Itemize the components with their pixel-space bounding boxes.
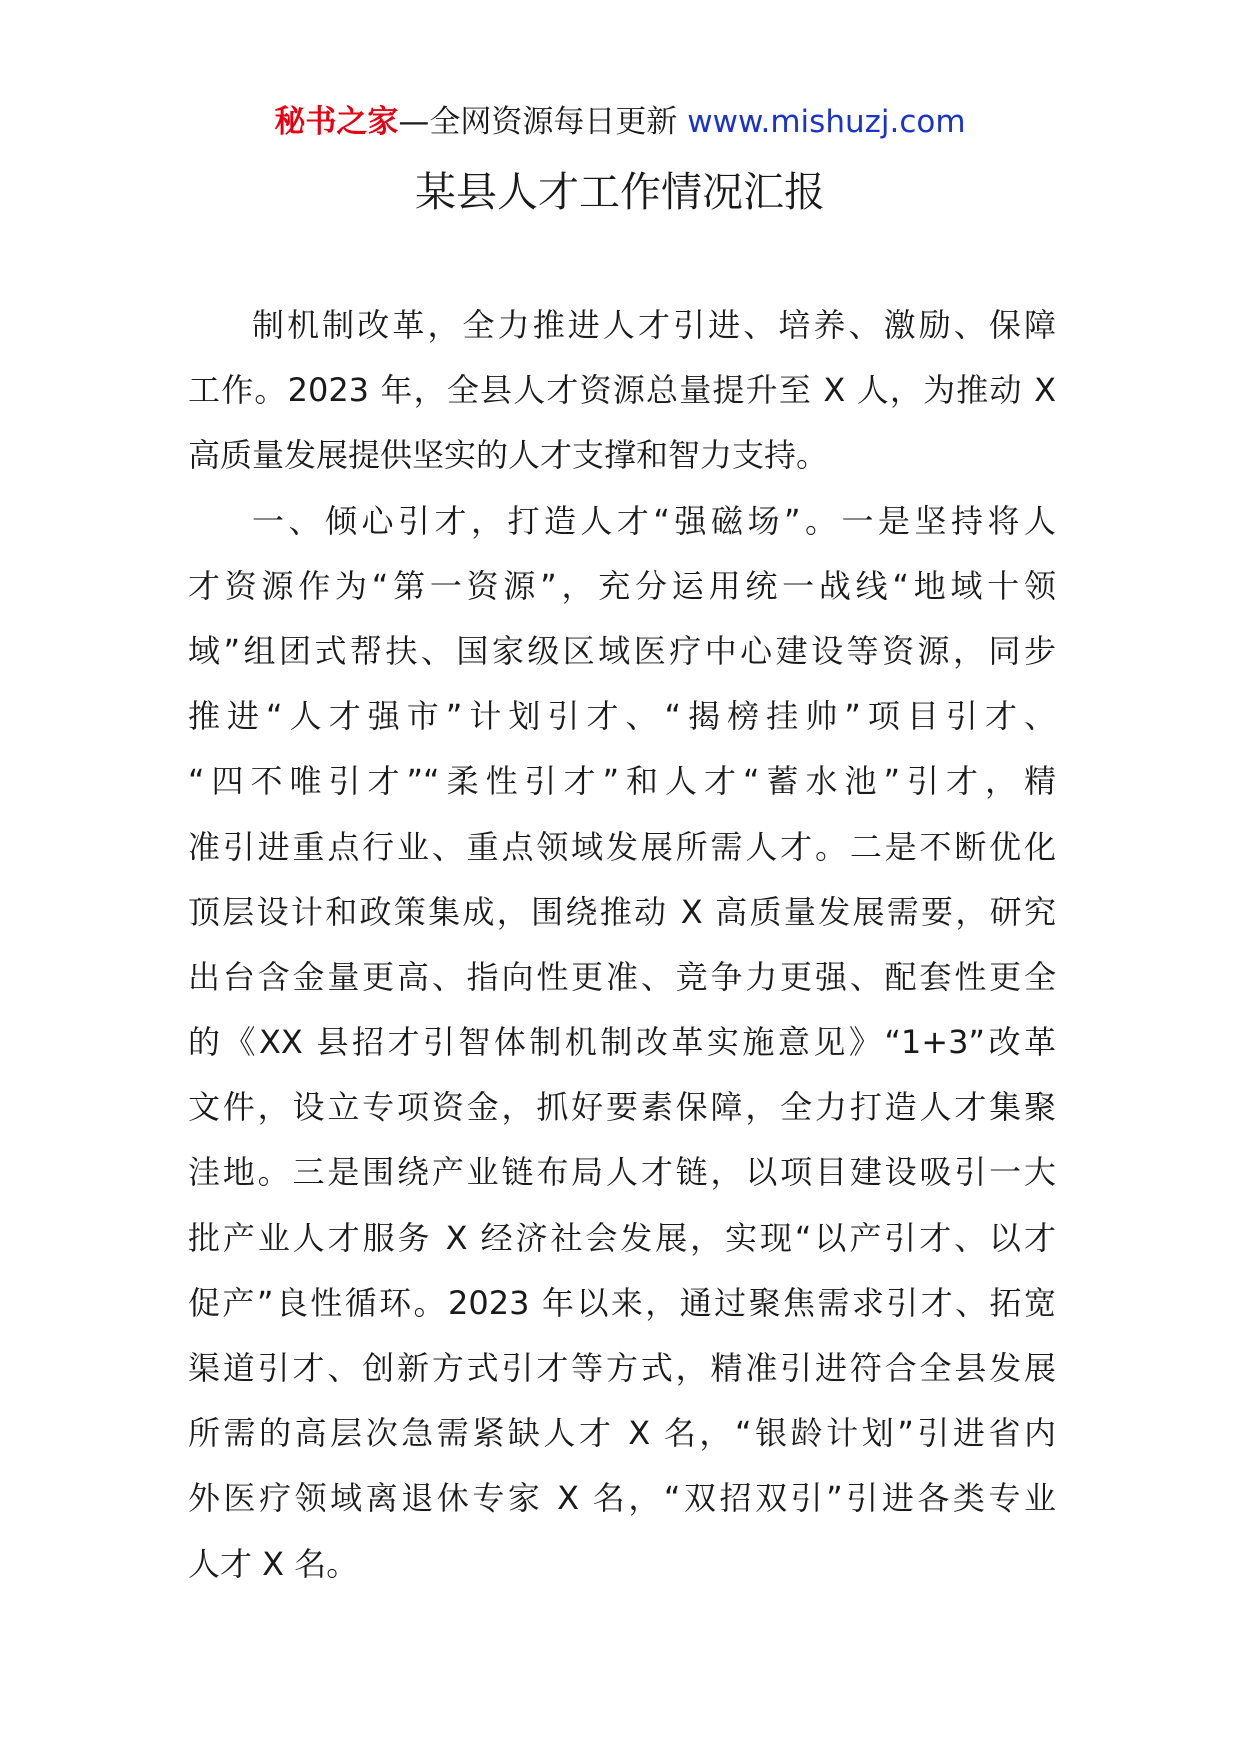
body-line: 域”组团式帮扶、国家级区域医疗中心建设等资源，同步 — [188, 631, 1056, 670]
body-line: 的《XX 县招才引智体制机制改革实施意见》“1+3”改革 — [188, 1023, 1056, 1062]
body-line: 顶层设计和政策集成，围绕推动 X 高质量发展需要，研究 — [188, 892, 1056, 931]
body-line: 推进“人才强市”计划引才、“揭榜挂帅”项目引才、 — [188, 697, 1056, 736]
site-url-link[interactable]: www.mishuzj.com — [687, 104, 966, 140]
site-brand: 秘书之家 — [274, 104, 399, 140]
section-heading-line: 一、倾心引才，打造人才“强磁场”。一是坚持将人 — [252, 501, 1056, 540]
body-line: 人才 X 名。 — [188, 1544, 359, 1583]
body-line: 才资源作为“第一资源”，充分运用统一战线“地域十领 — [188, 566, 1056, 605]
site-header — [0, 100, 1240, 144]
document-body — [188, 293, 1056, 1597]
body-line: 促产”良性循环。2023 年以来，通过聚焦需求引才、拓宽 — [188, 1283, 1056, 1322]
body-line: 文件，设立专项资金，抓好要素保障，全力打造人才集聚 — [188, 1088, 1056, 1127]
body-line: 高质量发展提供坚实的人才支撑和智力支持。 — [188, 436, 829, 475]
body-line: 出台含金量更高、指向性更准、竞争力更强、配套性更全 — [188, 957, 1056, 996]
document-title: 某县人才工作情况汇报 — [415, 168, 825, 216]
body-line: 渠道引才、创新方式引才等方式，精准引进符合全县发展 — [188, 1349, 1056, 1387]
body-line: 外医疗领域离退休专家 X 名，“双招双引”引进各类专业 — [188, 1479, 1056, 1518]
body-line: 批产业人才服务 X 经济社会发展，实现“以产引才、以才 — [188, 1218, 1056, 1257]
site-slogan: —全网资源每日更新 — [398, 104, 688, 140]
body-line: 制机制改革，全力推进人才引进、培养、激励、保障 — [252, 306, 1056, 344]
body-line: 准引进重点行业、重点领域发展所需人才。二是不断优化 — [188, 827, 1056, 866]
body-line: 洼地。三是围绕产业链布局人才链，以项目建设吸引一大 — [188, 1153, 1056, 1192]
body-line: “四不唯引才”“柔性引才”和人才“蓄水池”引才，精 — [188, 762, 1056, 801]
body-line: 工作。2023 年，全县人才资源总量提升至 X 人，为推动 X — [188, 371, 1056, 410]
body-line: 所需的高层次急需紧缺人才 X 名，“银龄计划”引进省内 — [188, 1414, 1056, 1453]
